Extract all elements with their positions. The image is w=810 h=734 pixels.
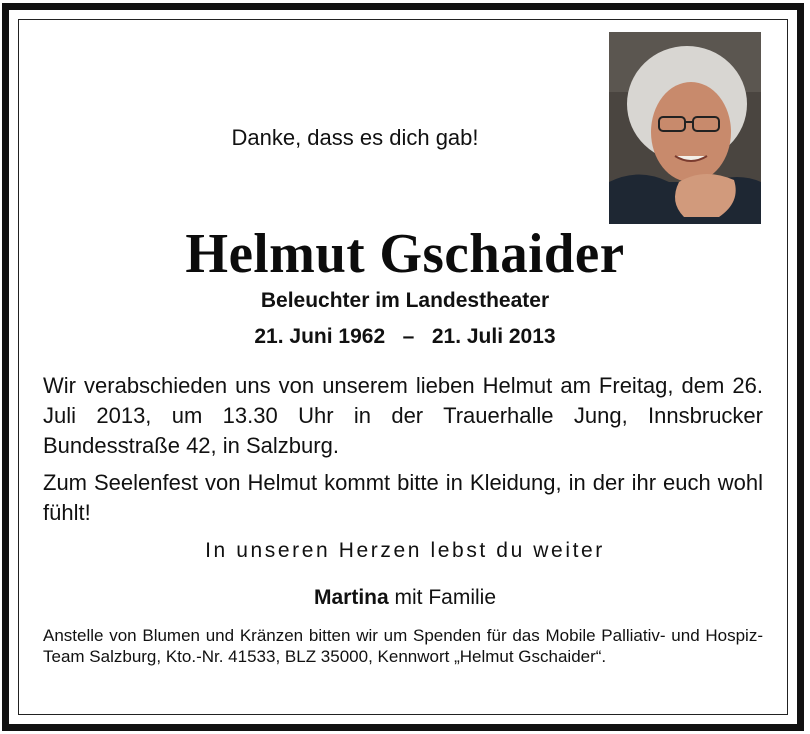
portrait-photo — [609, 32, 761, 224]
life-dates — [0, 325, 810, 349]
mourner-name: Martina — [313, 586, 389, 609]
mourners — [0, 586, 810, 610]
deceased-name: Helmut Gschaider — [185, 223, 625, 285]
birth-date: 21. Juni 1962 — [254, 325, 386, 348]
date-separator: – — [402, 325, 415, 348]
mourner-suffix: mit Familie — [388, 586, 497, 609]
occupation: Beleuchter im Landestheater — [260, 289, 550, 312]
motto: Danke, dass es dich gab! — [231, 125, 479, 150]
dress-note: Zum Seelenfest von Helmut kommt bitte in Kleidung, in der ihr euch wohl fühlt! — [43, 470, 763, 525]
death-date: 21. Juli 2013 — [431, 325, 556, 348]
heart-line: In unseren Herzen lebst du weiter — [205, 539, 605, 562]
funeral-details: Wir verabschieden uns von unserem lieben Helmut am Freitag, dem 26. Juli 2013, um 13.30 Uhr in der Trauerhalle Jung, Innsbrucker Bundesstraße 42, in Salzburg. — [43, 373, 763, 458]
donation-note: Anstelle von Blumen und Kränzen bitten wir um Spenden für das Mobile Palliativ- und Hospiz-Team Salzburg, Kto.-Nr. 41533, BLZ 35000, Kennwort „Helmut Gschaider“. — [43, 626, 763, 666]
